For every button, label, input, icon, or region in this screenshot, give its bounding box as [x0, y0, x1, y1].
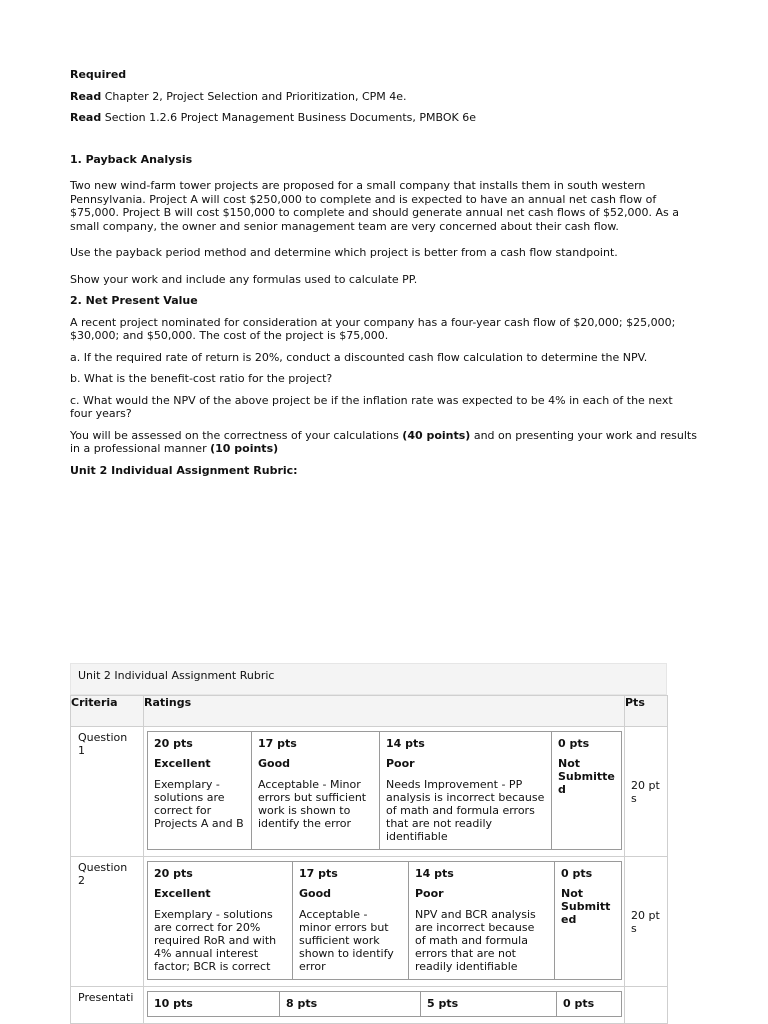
criterion-points — [625, 987, 668, 1024]
criterion-label: Question 2 — [71, 857, 144, 987]
criterion-points: 20 pt s — [625, 857, 668, 987]
rubric-heading: Unit 2 Individual Assignment Rubric: — [70, 463, 298, 477]
criterion-points: 20 pt s — [625, 727, 668, 857]
rating-not-submitted: 0 pts Not Submitt ed — [555, 862, 622, 980]
rating-excellent: 20 pts Excellent Exemplary - solutions are correct for Projects A and B — [148, 732, 252, 850]
required-label: Required — [70, 68, 127, 81]
ratings-table — [147, 861, 622, 980]
read-line: Read Section 1.2.6 Project Management Business Documents, PMBOK 6e — [70, 111, 476, 124]
payback-show-work: Show your work and include any formulas used to calculate PP. — [70, 272, 418, 286]
ratings-cell — [144, 857, 625, 987]
ratings-header: Ratings — [144, 696, 625, 727]
npv-question-a: a. If the required rate of return is 20%, conduct a discounted cash flow calculation to determine the NPV. — [70, 350, 648, 364]
assignment-document — [70, 68, 698, 477]
read-line: Read Chapter 2, Project Selection and Prioritization, CPM 4e. — [70, 89, 407, 103]
npv-heading: 2. Net Present Value — [70, 294, 198, 307]
rating-poor: 14 pts Poor Needs Improvement - PP analysis is incorrect because of math and formula errors that are not readily identifiable — [380, 732, 552, 850]
rating-poor: 5 pts — [421, 992, 557, 1017]
rubric-row-question-2 — [71, 857, 668, 987]
payback-instruction: Use the payback period method and determine which project is better from a cash flow standpoint. — [70, 246, 618, 259]
rubric — [70, 663, 667, 1024]
rating-excellent: 10 pts — [148, 992, 280, 1017]
npv-question-c: c. What would the NPV of the above project be if the inflation rate was expected to be 4% in each of the next four years? — [70, 393, 673, 420]
npv-paragraph: A recent project nominated for consideration at your company has a four-year cash flow of $20,000; $25,000; $30,000; and $50,000. The cost of the project is $75,000. — [70, 315, 676, 342]
rubric-row-question-1 — [71, 727, 668, 857]
assessment-note: You will be assessed on the correctness of your calculations (40 points) and on presenting your work and results in a professional manner (10 points) — [70, 428, 697, 455]
criterion-label: Question 1 — [71, 727, 144, 857]
payback-paragraph: Two new wind-farm tower projects are proposed for a small company that installs them in south western Pennsylvania. Project A will cost $250,000 to complete and is expected to have an annual net cash flow of $75,000. Project B will cost $150,000 to complete and should generate annual net cash flows of $52,000. As a small company, the owner and senior management team are very concerned about their cash flow. — [70, 179, 679, 233]
rubric-table — [70, 695, 668, 1024]
pts-header: Pts — [625, 696, 668, 727]
ratings-cell — [144, 987, 625, 1024]
criterion-label: Presentati — [71, 987, 144, 1024]
rating-good: 8 pts — [280, 992, 421, 1017]
rating-excellent: 20 pts Excellent Exemplary - solutions are correct for 20% required RoR and with 4% annual interest factor; BCR is correct — [148, 862, 293, 980]
rating-poor: 14 pts Poor NPV and BCR analysis are incorrect because of math and formula errors that are not readily identifiable — [409, 862, 555, 980]
payback-heading: 1. Payback Analysis — [70, 152, 193, 166]
rubric-caption: Unit 2 Individual Assignment Rubric — [70, 663, 667, 695]
ratings-cell — [144, 727, 625, 857]
rating-good: 17 pts Good Acceptable - Minor errors but sufficient work is shown to identify the error — [252, 732, 380, 850]
rating-not-submitted: 0 pts Not Submitte d — [552, 732, 622, 850]
rating-good: 17 pts Good Acceptable - minor errors but sufficient work shown to identify error — [293, 862, 409, 980]
npv-question-b: b. What is the benefit-cost ratio for the project? — [70, 372, 333, 385]
ratings-table — [147, 731, 622, 850]
rubric-row-presentation — [71, 987, 668, 1024]
rating-not-submitted: 0 pts — [557, 992, 622, 1017]
ratings-table — [147, 991, 622, 1017]
criteria-header: Criteria — [71, 696, 144, 727]
